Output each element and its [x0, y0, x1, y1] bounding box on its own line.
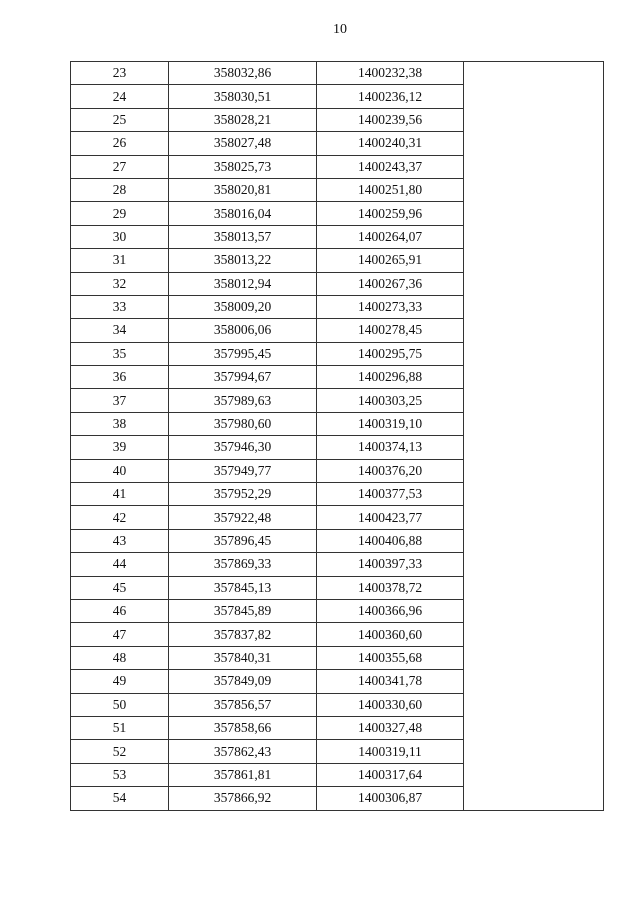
- point-number-cell: 54: [71, 787, 169, 810]
- y-coordinate-cell: 1400239,56: [317, 108, 464, 131]
- x-coordinate-cell: 358027,48: [169, 132, 317, 155]
- empty-merged-cell: [464, 62, 604, 811]
- x-coordinate-cell: 357861,81: [169, 763, 317, 786]
- y-coordinate-cell: 1400327,48: [317, 716, 464, 739]
- point-number-cell: 35: [71, 342, 169, 365]
- point-number-cell: 51: [71, 716, 169, 739]
- x-coordinate-cell: 358016,04: [169, 202, 317, 225]
- x-coordinate-cell: 357946,30: [169, 436, 317, 459]
- x-coordinate-cell: 357856,57: [169, 693, 317, 716]
- x-coordinate-cell: 357980,60: [169, 412, 317, 435]
- point-number-cell: 34: [71, 319, 169, 342]
- point-number-cell: 37: [71, 389, 169, 412]
- x-coordinate-cell: 357862,43: [169, 740, 317, 763]
- point-number-cell: 29: [71, 202, 169, 225]
- point-number-cell: 50: [71, 693, 169, 716]
- y-coordinate-cell: 1400423,77: [317, 506, 464, 529]
- x-coordinate-cell: 357952,29: [169, 483, 317, 506]
- y-coordinate-cell: 1400303,25: [317, 389, 464, 412]
- point-number-cell: 49: [71, 670, 169, 693]
- x-coordinate-cell: 358030,51: [169, 85, 317, 108]
- point-number-cell: 30: [71, 225, 169, 248]
- x-coordinate-cell: 357837,82: [169, 623, 317, 646]
- x-coordinate-cell: 357840,31: [169, 646, 317, 669]
- x-coordinate-cell: 357949,77: [169, 459, 317, 482]
- x-coordinate-cell: 357995,45: [169, 342, 317, 365]
- x-coordinate-cell: 358006,06: [169, 319, 317, 342]
- y-coordinate-cell: 1400273,33: [317, 295, 464, 318]
- y-coordinate-cell: 1400355,68: [317, 646, 464, 669]
- x-coordinate-cell: 357896,45: [169, 529, 317, 552]
- x-coordinate-cell: 357989,63: [169, 389, 317, 412]
- x-coordinate-cell: 357858,66: [169, 716, 317, 739]
- point-number-cell: 27: [71, 155, 169, 178]
- point-number-cell: 25: [71, 108, 169, 131]
- point-number-cell: 47: [71, 623, 169, 646]
- x-coordinate-cell: 358013,22: [169, 249, 317, 272]
- y-coordinate-cell: 1400406,88: [317, 529, 464, 552]
- x-coordinate-cell: 357869,33: [169, 553, 317, 576]
- point-number-cell: 31: [71, 249, 169, 272]
- y-coordinate-cell: 1400251,80: [317, 178, 464, 201]
- y-coordinate-cell: 1400240,31: [317, 132, 464, 155]
- x-coordinate-cell: 358020,81: [169, 178, 317, 201]
- y-coordinate-cell: 1400296,88: [317, 366, 464, 389]
- y-coordinate-cell: 1400295,75: [317, 342, 464, 365]
- y-coordinate-cell: 1400378,72: [317, 576, 464, 599]
- point-number-cell: 52: [71, 740, 169, 763]
- coordinates-table: [70, 61, 604, 811]
- point-number-cell: 38: [71, 412, 169, 435]
- y-coordinate-cell: 1400319,10: [317, 412, 464, 435]
- point-number-cell: 42: [71, 506, 169, 529]
- point-number-cell: 43: [71, 529, 169, 552]
- x-coordinate-cell: 358028,21: [169, 108, 317, 131]
- point-number-cell: 33: [71, 295, 169, 318]
- y-coordinate-cell: 1400278,45: [317, 319, 464, 342]
- x-coordinate-cell: 358013,57: [169, 225, 317, 248]
- x-coordinate-cell: 357994,67: [169, 366, 317, 389]
- point-number-cell: 44: [71, 553, 169, 576]
- x-coordinate-cell: 357922,48: [169, 506, 317, 529]
- y-coordinate-cell: 1400306,87: [317, 787, 464, 810]
- y-coordinate-cell: 1400259,96: [317, 202, 464, 225]
- y-coordinate-cell: 1400243,37: [317, 155, 464, 178]
- point-number-cell: 45: [71, 576, 169, 599]
- y-coordinate-cell: 1400317,64: [317, 763, 464, 786]
- point-number-cell: 40: [71, 459, 169, 482]
- x-coordinate-cell: 358012,94: [169, 272, 317, 295]
- page-number: 10: [333, 22, 347, 37]
- point-number-cell: 53: [71, 763, 169, 786]
- y-coordinate-cell: 1400360,60: [317, 623, 464, 646]
- y-coordinate-cell: 1400376,20: [317, 459, 464, 482]
- point-number-cell: 26: [71, 132, 169, 155]
- x-coordinate-cell: 357845,89: [169, 599, 317, 622]
- x-coordinate-cell: 358032,86: [169, 62, 317, 85]
- x-coordinate-cell: 357845,13: [169, 576, 317, 599]
- table-row: [71, 62, 604, 85]
- point-number-cell: 36: [71, 366, 169, 389]
- y-coordinate-cell: 1400377,53: [317, 483, 464, 506]
- y-coordinate-cell: 1400264,07: [317, 225, 464, 248]
- y-coordinate-cell: 1400236,12: [317, 85, 464, 108]
- y-coordinate-cell: 1400232,38: [317, 62, 464, 85]
- y-coordinate-cell: 1400265,91: [317, 249, 464, 272]
- point-number-cell: 48: [71, 646, 169, 669]
- point-number-cell: 23: [71, 62, 169, 85]
- y-coordinate-cell: 1400330,60: [317, 693, 464, 716]
- coordinates-table-body: [71, 62, 604, 811]
- y-coordinate-cell: 1400374,13: [317, 436, 464, 459]
- x-coordinate-cell: 357866,92: [169, 787, 317, 810]
- point-number-cell: 32: [71, 272, 169, 295]
- y-coordinate-cell: 1400366,96: [317, 599, 464, 622]
- point-number-cell: 39: [71, 436, 169, 459]
- point-number-cell: 28: [71, 178, 169, 201]
- y-coordinate-cell: 1400267,36: [317, 272, 464, 295]
- x-coordinate-cell: 358009,20: [169, 295, 317, 318]
- point-number-cell: 46: [71, 599, 169, 622]
- point-number-cell: 41: [71, 483, 169, 506]
- y-coordinate-cell: 1400341,78: [317, 670, 464, 693]
- x-coordinate-cell: 357849,09: [169, 670, 317, 693]
- point-number-cell: 24: [71, 85, 169, 108]
- x-coordinate-cell: 358025,73: [169, 155, 317, 178]
- y-coordinate-cell: 1400319,11: [317, 740, 464, 763]
- y-coordinate-cell: 1400397,33: [317, 553, 464, 576]
